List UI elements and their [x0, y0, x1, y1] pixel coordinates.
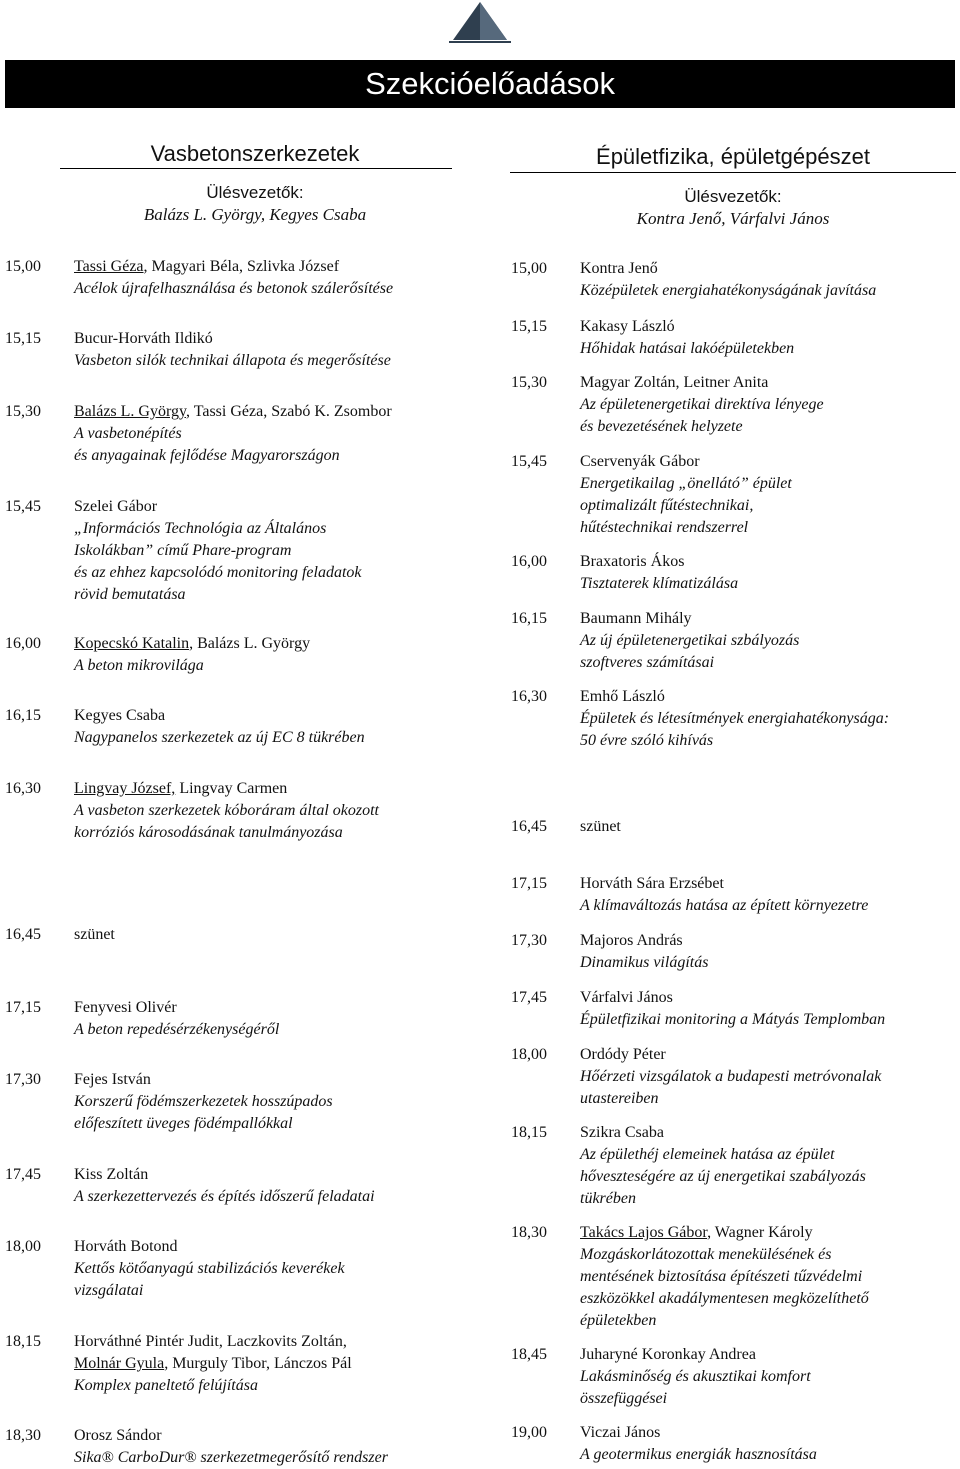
talk-title: Kettős kötőanyagú stabilizációs keverékek vizsgálatai — [74, 1260, 345, 1299]
entry-body — [580, 873, 960, 917]
pyramid-logo-icon — [447, 0, 513, 44]
entry-speakers — [74, 1069, 494, 1091]
left-chair-names: Balázs L. György, Kegyes Csaba — [143, 205, 367, 224]
talk-title: Energetikailag „önellátó” épület optimalizált fűtéstechnikai, hűtéstechnikai rendszerrel — [580, 475, 792, 536]
entry-body — [74, 1164, 494, 1208]
speaker-names: Kiss Zoltán — [74, 1166, 149, 1183]
entry-time: 15,15 — [5, 330, 41, 347]
entry-speakers — [580, 608, 960, 630]
talk-title: A beton mikrovilága — [74, 657, 204, 674]
entry-body — [580, 608, 960, 674]
entry-body — [74, 1069, 494, 1135]
entry-body — [74, 705, 494, 749]
entry-time: 17,30 — [5, 1071, 41, 1088]
speaker-names: szünet — [74, 926, 115, 943]
entry-time: 15,00 — [511, 260, 547, 277]
entry-time: 17,30 — [511, 932, 547, 949]
entry-body — [74, 924, 494, 946]
talk-title: Az épületenergetikai direktíva lényege és bevezetésének helyzete — [580, 396, 824, 435]
right-chair-label: Ülésvezetők: — [684, 187, 782, 206]
talk-title: Korszerű födémszerkezetek hosszúpados előfeszített üveges födémpallókkal — [74, 1093, 333, 1132]
entry-body — [74, 496, 494, 606]
speaker-names: , Murguly Tibor, Lánczos Pál — [164, 1355, 352, 1372]
speaker-name-presenting: Lingvay József, — [74, 780, 176, 797]
entry-time: 15,00 — [5, 258, 41, 275]
entry-body — [580, 316, 960, 360]
speaker-names: , Tassi Géza, Szabó K. Zsombor — [185, 403, 392, 420]
entry-speakers — [580, 1222, 960, 1244]
entry-time: 16,00 — [511, 553, 547, 570]
entry-time: 15,45 — [5, 498, 41, 515]
talk-title: A beton repedésérzékenységéről — [74, 1021, 280, 1038]
talk-title: „Információs Technológia az Általános Iskolákban” című Phare-program és az ehhez kapcsolódó monitoring feladatok rövid bemutatása — [74, 520, 362, 603]
left-chair-label: Ülésvezetők: — [206, 183, 304, 202]
speaker-names: Braxatoris Ákos — [580, 553, 685, 570]
entry-speakers — [580, 686, 960, 708]
entry-speakers — [74, 328, 494, 350]
talk-title: Az épülethéj elemeinek hatása az épület hőveszteségére az új energetikai szabályozás tükrében — [580, 1146, 866, 1207]
entry-speakers — [580, 551, 960, 573]
speaker-names: Ordódy Péter — [580, 1046, 666, 1063]
talk-title: A szerkezettervezés és építés időszerű feladatai — [74, 1188, 375, 1205]
entry-speakers — [580, 987, 960, 1009]
page-title: Szekcióelőadások — [365, 66, 615, 101]
entry-body — [580, 372, 960, 438]
talk-title: A vasbetonépítés és anyagainak fejlődése Magyarországon — [74, 425, 340, 464]
talk-title: A klímaváltozás hatása az épített környezetre — [580, 897, 869, 914]
speaker-names: Várfalvi János — [580, 989, 673, 1006]
entry-speakers — [580, 930, 960, 952]
speaker-name-presenting: Kopecskó Katalin — [74, 635, 190, 652]
entry-body — [74, 256, 494, 300]
talk-title: A geotermikus energiák hasznosítása — [580, 1446, 817, 1463]
entry-time: 17,45 — [511, 989, 547, 1006]
entry-speakers — [74, 705, 494, 727]
entry-body — [74, 328, 494, 372]
speaker-names: Szelei Gábor — [74, 498, 158, 515]
entry-speakers — [74, 997, 494, 1019]
entry-time: 18,15 — [511, 1124, 547, 1141]
speaker-names: szünet — [580, 818, 621, 835]
entry-speakers — [74, 256, 494, 278]
entry-body — [74, 1425, 494, 1469]
entry-time: 17,15 — [5, 999, 41, 1016]
entry-time: 15,45 — [511, 453, 547, 470]
talk-title: Komplex paneltető felújítása — [74, 1377, 258, 1394]
speaker-names: Bucur-Horváth Ildikó — [74, 330, 213, 347]
entry-speakers — [580, 451, 960, 473]
speaker-names: , Wagner Károly — [707, 1224, 813, 1241]
talk-title: A vasbeton szerkezetek kóboráram által okozott korróziós károsodásának tanulmányozása — [74, 802, 379, 841]
entry-time: 16,30 — [5, 780, 41, 797]
speaker-names: Lingvay Carmen — [175, 780, 288, 797]
entry-speakers — [74, 1164, 494, 1186]
entry-speakers — [74, 1236, 494, 1258]
right-chair-names: Kontra Jenő, Várfalvi János — [636, 209, 830, 228]
talk-title: Acélok újrafelhasználása és betonok szálerősítése — [74, 280, 394, 297]
speaker-names: Kakasy László — [580, 318, 675, 335]
speaker-names: Magyar Zoltán, Leitner Anita — [580, 374, 769, 391]
talk-title: Hőhidak hatásai lakóépületekben — [580, 340, 795, 357]
entry-body — [74, 997, 494, 1041]
talk-title: Sika® CarboDur® szerkezetmegerősítő rendszer — [74, 1449, 388, 1466]
entry-speakers — [580, 1044, 960, 1066]
talk-title: Az új épületenergetikai szbályozás szoftveres számításai — [580, 632, 800, 671]
right-heading-rule — [510, 172, 956, 173]
entry-body — [580, 1044, 960, 1110]
entry-time: 18,15 — [5, 1333, 41, 1350]
entry-time: 19,00 — [511, 1424, 547, 1441]
entry-body — [580, 258, 960, 302]
entry-time: 16,45 — [511, 818, 547, 835]
speaker-name-presenting: Molnár Gyula — [74, 1355, 165, 1372]
entry-time: 18,00 — [511, 1046, 547, 1063]
entry-time: 18,30 — [5, 1427, 41, 1444]
entry-speakers — [74, 924, 494, 946]
entry-time: 18,00 — [5, 1238, 41, 1255]
entry-speakers — [74, 633, 494, 655]
entry-time: 16,30 — [511, 688, 547, 705]
entry-speakers — [580, 816, 960, 838]
left-heading-rule — [60, 168, 452, 169]
speaker-names: Majoros András — [580, 932, 683, 949]
entry-speakers — [580, 1344, 960, 1366]
speaker-names: Kontra Jenő — [580, 260, 658, 277]
talk-title: Vasbeton silók technikai állapota és megerősítése — [74, 352, 391, 369]
left-section-heading: Vasbetonszerkezetek — [150, 141, 360, 166]
talk-title: Tisztaterek klímatizálása — [580, 575, 739, 592]
speaker-names: Cservenyák Gábor — [580, 453, 700, 470]
speaker-name-presenting: Balázs L. György — [74, 403, 186, 420]
speaker-names: Szikra Csaba — [580, 1124, 664, 1141]
entry-time: 15,15 — [511, 318, 547, 335]
talk-title: Hőérzeti vizsgálatok a budapesti metróvonalak utastereiben — [580, 1068, 882, 1107]
entry-time: 16,45 — [5, 926, 41, 943]
entry-body — [74, 1331, 494, 1397]
entry-speakers — [74, 1331, 494, 1375]
entry-speakers — [74, 778, 494, 800]
speaker-names: Horváth Botond — [74, 1238, 178, 1255]
speaker-names: Juharyné Koronkay Andrea — [580, 1346, 756, 1363]
left-chairs — [60, 182, 450, 226]
entry-body — [580, 930, 960, 974]
entry-body — [580, 1122, 960, 1210]
talk-title: Mozgáskorlátozottak menekülésének és mentésének biztosítása építészeti tűzvédelmi eszközökkel akadálymentesen megközelíthető épületekben — [580, 1246, 869, 1329]
entry-speakers — [580, 1122, 960, 1144]
entry-time: 17,45 — [5, 1166, 41, 1183]
speaker-names: , Magyari Béla, Szlivka József — [143, 258, 340, 275]
speaker-names: Fenyvesi Olivér — [74, 999, 177, 1016]
entry-time: 16,15 — [511, 610, 547, 627]
entry-time: 17,15 — [511, 875, 547, 892]
speaker-names: Viczai János — [580, 1424, 661, 1441]
speaker-names: Baumann Mihály — [580, 610, 692, 627]
talk-title: Épületek és létesítmények energiahatékonysága: 50 évre szóló kihívás — [580, 710, 890, 749]
entry-speakers — [74, 1425, 494, 1447]
entry-body — [580, 816, 960, 838]
entry-body — [74, 1236, 494, 1302]
header-banner — [5, 60, 955, 108]
speaker-names: Kegyes Csaba — [74, 707, 166, 724]
entry-speakers — [74, 496, 494, 518]
entry-body — [74, 778, 494, 844]
speaker-names: Horváthné Pintér Judit, Laczkovits Zoltán, — [74, 1333, 347, 1350]
speaker-name-presenting: Tassi Géza — [74, 258, 144, 275]
speaker-names: Horváth Sára Erzsébet — [580, 875, 724, 892]
entry-body — [74, 633, 494, 677]
entry-body — [580, 1222, 960, 1332]
entry-time: 15,30 — [5, 403, 41, 420]
entry-speakers — [580, 873, 960, 895]
entry-body — [74, 401, 494, 467]
speaker-name-presenting: Takács Lajos Gábor — [580, 1224, 708, 1241]
entry-time: 16,00 — [5, 635, 41, 652]
entry-speakers — [580, 258, 960, 280]
entry-time: 15,30 — [511, 374, 547, 391]
talk-title: Dinamikus világítás — [580, 954, 709, 971]
speaker-names: Orosz Sándor — [74, 1427, 162, 1444]
entry-time: 16,15 — [5, 707, 41, 724]
entry-speakers — [74, 401, 494, 423]
talk-title: Nagypanelos szerkezetek az új EC 8 tükrében — [74, 729, 365, 746]
entry-speakers — [580, 1422, 960, 1444]
talk-title: Lakásminőség és akusztikai komfort összefüggései — [580, 1368, 811, 1407]
talk-title: Épületfizikai monitoring a Mátyás Templomban — [580, 1011, 886, 1028]
entry-body — [580, 551, 960, 595]
talk-title: Középületek energiahatékonyságának javítása — [580, 282, 877, 299]
entry-time: 18,30 — [511, 1224, 547, 1241]
entry-speakers — [580, 372, 960, 394]
entry-body — [580, 987, 960, 1031]
right-chairs — [510, 186, 956, 230]
entry-body — [580, 1344, 960, 1410]
entry-speakers — [580, 316, 960, 338]
entry-body — [580, 451, 960, 539]
entry-body — [580, 1422, 960, 1466]
right-section-heading: Épületfizika, épületgépészet — [596, 144, 870, 169]
speaker-names: Fejes István — [74, 1071, 151, 1088]
speaker-names: Emhő László — [580, 688, 665, 705]
entry-body — [580, 686, 960, 752]
entry-time: 18,45 — [511, 1346, 547, 1363]
speaker-names: , Balázs L. György — [189, 635, 311, 652]
